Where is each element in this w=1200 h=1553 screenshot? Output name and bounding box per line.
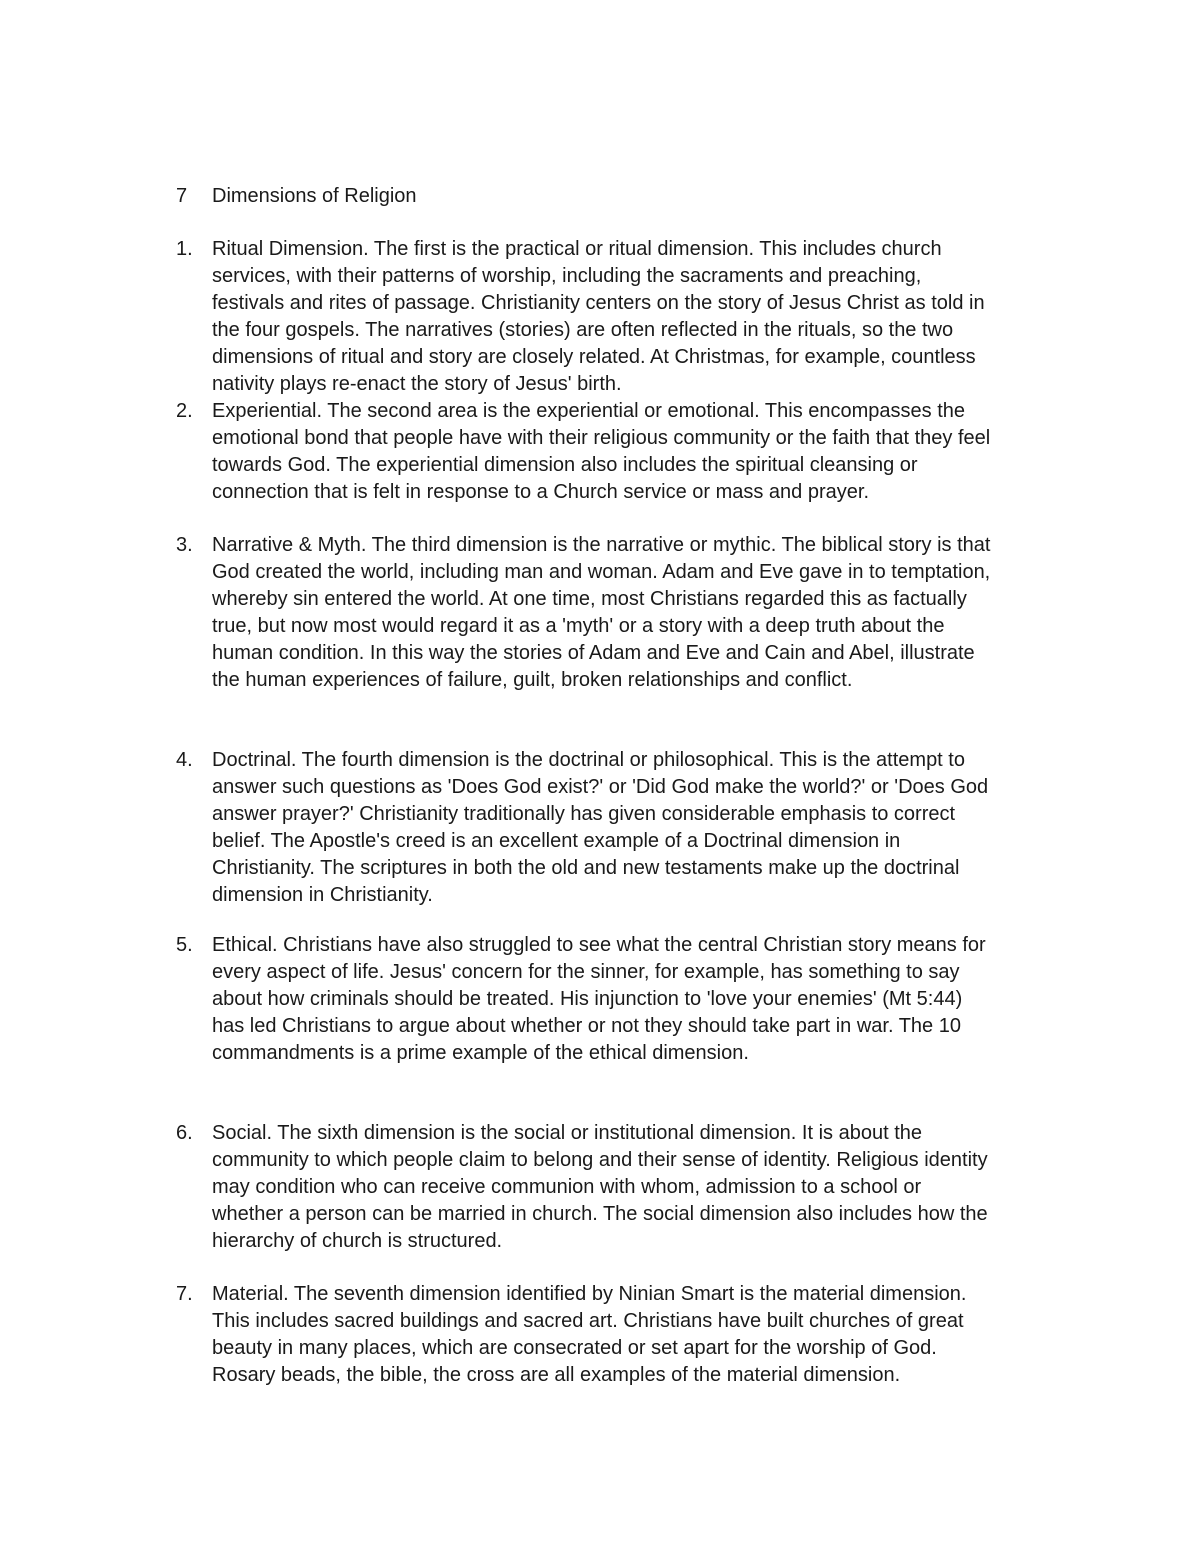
list-item-text — [212, 932, 1076, 1067]
text-line: beauty in many places, which are consecrated or set apart for the worship of God. — [212, 1337, 937, 1359]
text-line: human condition. In this way the stories of Adam and Eve and Cain and Abel, illustrate — [212, 642, 975, 664]
heading-title: Dimensions of Religion — [212, 185, 417, 207]
list-item-number: 4. — [176, 749, 193, 771]
text-line: Christianity. The scriptures in both the old and new testaments make up the doctrinal — [212, 857, 960, 879]
text-line: Narrative & Myth. The third dimension is the narrative or mythic. The biblical story is that — [212, 534, 991, 556]
text-line: has led Christians to argue about whether or not they should take part in war. The 10 — [212, 1015, 961, 1037]
text-line: every aspect of life. Jesus' concern for the sinner, for example, has something to say — [212, 961, 960, 983]
text-line: whereby sin entered the world. At one time, most Christians regarded this as factually — [212, 588, 967, 610]
list-item-text — [212, 1120, 1076, 1255]
list-item-number: 6. — [176, 1122, 193, 1144]
text-line: the human experiences of failure, guilt, broken relationships and conflict. — [212, 669, 853, 691]
text-line: whether a person can be married in church. The social dimension also includes how the — [212, 1203, 988, 1225]
list-item-number: 7. — [176, 1283, 193, 1305]
list-item-material — [176, 1281, 1076, 1389]
text-line: dimensions of ritual and story are closely related. At Christmas, for example, countless — [212, 346, 976, 368]
text-line: answer such questions as 'Does God exist?' or 'Did God make the world?' or 'Does God — [212, 776, 989, 798]
text-line: answer prayer?' Christianity traditionally has given considerable emphasis to correct — [212, 803, 956, 825]
text-line: nativity plays re-enact the story of Jesus' birth. — [212, 373, 622, 395]
list-item-text — [212, 236, 1076, 398]
list-item-doctrinal — [176, 747, 1076, 909]
text-line: Doctrinal. The fourth dimension is the doctrinal or philosophical. This is the attempt to — [212, 749, 965, 771]
text-line: towards God. The experiential dimension also includes the spiritual cleansing or — [212, 454, 918, 476]
text-line: about how criminals should be treated. His injunction to 'love your enemies' (Mt 5:44) — [212, 988, 963, 1010]
text-line: Material. The seventh dimension identified by Ninian Smart is the material dimension. — [212, 1283, 967, 1305]
text-line: connection that is felt in response to a Church service or mass and prayer. — [212, 481, 870, 503]
list-item-ethical — [176, 932, 1076, 1067]
text-line: hierarchy of church is structured. — [212, 1230, 503, 1252]
text-line: may condition who can receive communion with whom, admission to a school or — [212, 1176, 922, 1198]
heading-number: 7 — [176, 185, 188, 207]
text-line: belief. The Apostle's creed is an excellent example of a Doctrinal dimension in — [212, 830, 901, 852]
list-item-text — [212, 398, 1076, 506]
text-line: true, but now most would regard it as a 'myth' or a story with a deep truth about the — [212, 615, 945, 637]
text-line: Ethical. Christians have also struggled to see what the central Christian story means for — [212, 934, 986, 956]
list-item-experiential — [176, 398, 1076, 506]
list-item-text — [212, 747, 1076, 909]
list-item-ritual — [176, 236, 1076, 398]
list-item-text — [212, 532, 1076, 694]
text-line: community to which people claim to belong and their sense of identity. Religious identity — [212, 1149, 988, 1171]
list-item-number: 3. — [176, 534, 193, 556]
text-line: dimension in Christianity. — [212, 884, 433, 906]
list-item-number: 2. — [176, 400, 193, 422]
text-line: the four gospels. The narratives (stories) are often reflected in the rituals, so the two — [212, 319, 954, 341]
text-line: Experiential. The second area is the experiential or emotional. This encompasses the — [212, 400, 966, 422]
text-line: services, with their patterns of worship, including the sacraments and preaching, — [212, 265, 922, 287]
list-item-text — [212, 1281, 1076, 1389]
list-item-narrative-myth — [176, 532, 1076, 694]
list-item-number: 1. — [176, 238, 193, 260]
text-line: God created the world, including man and woman. Adam and Eve gave in to temptation, — [212, 561, 991, 583]
text-line: festivals and rites of passage. Christianity centers on the story of Jesus Christ as told in — [212, 292, 985, 314]
document-heading — [176, 183, 1076, 210]
text-line: This includes sacred buildings and sacred art. Christians have built churches of great — [212, 1310, 964, 1332]
list-item-number: 5. — [176, 934, 193, 956]
list-item-social — [176, 1120, 1076, 1255]
text-line: Social. The sixth dimension is the social or institutional dimension. It is about the — [212, 1122, 922, 1144]
text-line: emotional bond that people have with their religious community or the faith that they feel — [212, 427, 991, 449]
text-line: Ritual Dimension. The first is the practical or ritual dimension. This includes church — [212, 238, 942, 260]
text-line: commandments is a prime example of the ethical dimension. — [212, 1042, 749, 1064]
text-line: Rosary beads, the bible, the cross are all examples of the material dimension. — [212, 1364, 901, 1386]
